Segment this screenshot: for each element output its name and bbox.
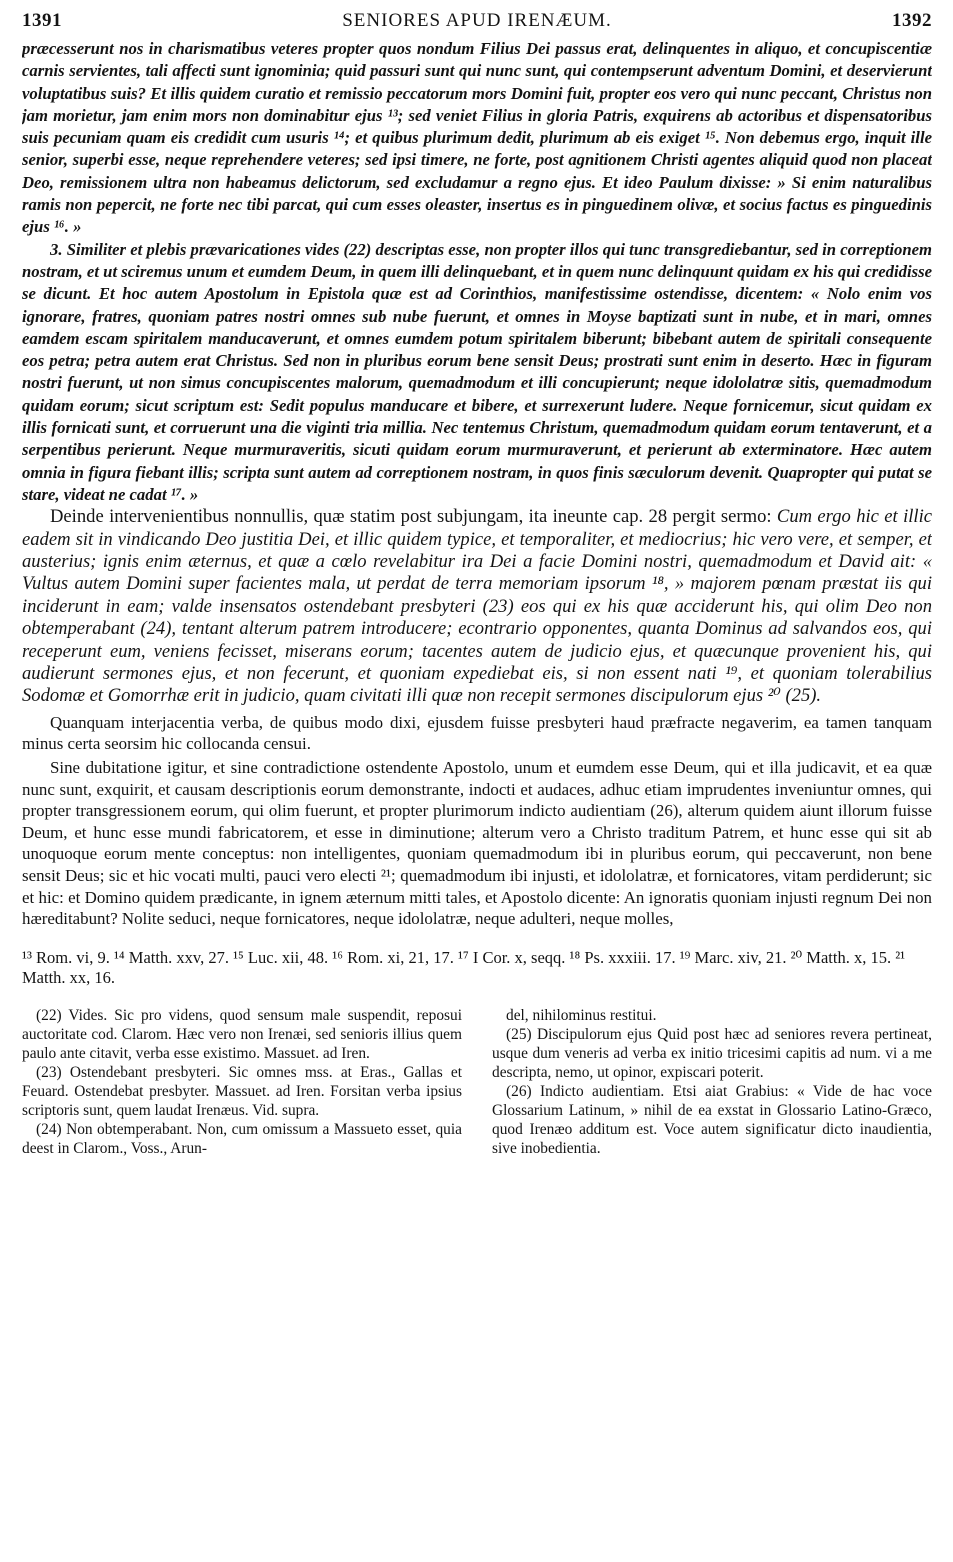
intro-text: Deinde intervenientibus nonnullis, quæ statim post subjungam, ita ineunte cap. 28 pergit sermo:	[50, 506, 772, 528]
commentary	[22, 712, 932, 930]
footnote-26: (26) Indicto audientiam. Etsi aiat Grabius: « Vide de hac voce Glossarium Latinum, » nihil de ea exstat in Glossario Latino-Græco, quod Irenæo additum est. Voce autem significatur dicto inaudientia, sive inobedientia.	[492, 1082, 932, 1157]
seniors-quotation	[22, 38, 932, 506]
footnotes-right-column	[492, 1006, 932, 1158]
footnotes-left-column	[22, 1006, 462, 1158]
footnote-24-continued: del, nihilominus restitui.	[506, 1006, 657, 1024]
chapter-28-quotation	[22, 506, 932, 708]
footnote-22: (22) Vides. Sic pro videns, quod sensum male suspendit, reposui auctoritate cod. Clarom. Hæc vero non Irenæi, sed senioris illius quem paulo ante citavit, verba esse existimo. Massuet. ad Iren.	[22, 1006, 462, 1062]
paragraph-section-3: 3. Similiter et plebis prævaricationes vides (22) descriptas esse, non propter illos qui tunc transgrediebantur, sed in correptionem nostram, et ut sciremus unum et eumdem Deum, in quem illi delinquebant, et in quem nunc delinquunt quidam ex his qui credidisse se dicunt. Et hoc autem Apostolum in Epistola quæ est ad Corinthios, manifestissime ostendisse, dicentem: « Nolo enim vos ignorare, fratres, quoniam patres nostri omnes sub nube fuerunt, et omnes in Moyse baptizati sunt in nube, et in mari, omnes eamdem escam spiritalem manducaverunt, et omnes eumdem potum spiritalem biberunt; bibebant autem de spiritali consequente eos petra; petra autem erat Christus. Sed non in pluribus eorum bene sensit Deus; prostrati sunt enim in deserto. Hæc in figuram nostri fuerunt, ut non simus concupiscentes malorum, quemadmodum et illi concupierunt; neque idololatræ sitis, quemadmodum quidam eorum; sicut scriptum est: Sedit populus manducare et bibere, et surrexerunt ludere. Neque fornicemur, sicut quidam ex illis fornicati sunt, et corruerunt una die viginti tria millia. Nec tentemus Christum, quemadmodum quidam eorum tentaverunt, et a serpentibus perierunt. Neque murmuraveritis, sicuti quidam eorum murmuraverunt, et perierunt ab exterminatore. Hæc autem omnia in figura fiebant illis; scripta sunt autem ad correptionem nostram, in quos finis sæculorum devenit. Quapropter qui putat se stare, videat ne cadat ¹⁷. »	[22, 239, 932, 504]
paragraph-commentary: Quanquam interjacentia verba, de quibus modo dixi, ejusdem fuisse presbyteri haud præfracte negaverim, ea tamen tanquam minus certa seorsim hic collocanda censui.	[22, 712, 932, 754]
paragraph-continuation: præcesserunt nos in charismatibus veteres propter quos nondum Filius Dei passus erat, delinquentes in aliquo, et concupiscentiæ carnis servientes, tali affecti sunt ignominia; quid passuri sunt qui nunc sunt, qui contempserunt adventum Domini, et deservierunt voluptatibus suis? Et illis quidem curatio et remissio peccatorum mors Domini fuit, propter eos vero qui nunc peccant, Christus non jam morietur, jam enim mors non dominabitur ejus ¹³; sed veniet Filius in gloria Patris, exquirens ab actoribus et dispensatoribus suis pecuniam quam eis credidit cum usuris ¹⁴; et quibus plurimum dedit, plurimum ab eis exiget ¹⁵. Non debemus ergo, inquit ille senior, superbi esse, neque reprehendere veteres; sed ipsi timere, ne forte, post agnitionem Christi agentes aliquid quod non placeat Deo, remissionem ultra non habeamus delictorum, sed excludamur a regno ejus. Et ideo Paulum dixisse: » Si enim naturalibus ramis non pepercit, ne forte nec tibi parcat, qui cum esses oleaster, insertus es in pinguedinem olivæ, et socius factus es pinguedinis ejus ¹⁶. »	[22, 39, 932, 237]
paragraph-intro	[22, 506, 932, 708]
running-title: SENIORES APUD IRENÆUM.	[342, 10, 612, 31]
column-number-left: 1391	[22, 10, 62, 31]
footnote-25: (25) Discipulorum ejus Quid post hæc ad seniores revera pertineat, usque dum veneris ad verba ex initio tricesimi capitis ad num. vi a me descripta, nemo, ut opinor, expiscari poterit.	[492, 1025, 932, 1081]
main-text	[22, 38, 932, 930]
scripture-references: ¹³ Rom. vi, 9. ¹⁴ Matth. xxv, 27. ¹⁵ Luc. xii, 48. ¹⁶ Rom. xi, 21, 17. ¹⁷ I Cor. x, seqq. ¹⁸ Ps. xxxiii. 17. ¹⁹ Marc. xiv, 21. ²⁰ Matth. x, 15. ²¹ Matth. xx, 16.	[22, 947, 906, 987]
footnote-23: (23) Ostendebant presbyteri. Sic omnes mss. at Eras., Gallas et Feuard. Ostendebat presbyter. Massuet. ad Iren. Forsitan verba ipsius scriptoris sunt, quem laudat Irenæus. Vid. supra.	[22, 1063, 462, 1119]
paragraph-continuation-text: Sine dubitatione igitur, et sine contradictione ostendente Apostolo, unum et eumdem esse Deum, qui et illa judicavit, et ea quæ nunc sunt, exquirit, et causam descriptionis eorum demonstrante, indocti et audaces, adhuc etiam imprudentes inveniuntur omnes, qui propter transgressionem eorum, qui olim fuerunt, et propter plurimorum indicto audientiam (26), alterum quidem aiunt illorum fuisse Deum, et hunc esse mundi fabricatorem, et esse in diminutione; alterum vero a Christo traditum Patrem, et hunc esse qui sit ab unoquoque eorum mente conceptus: non intelligentes, quoniam quemadmodum ibi in pluribus eorum, qui peccaverunt, non bene sensit Deus; sic et hic vocati multi, pauci vero electi ²¹; quemadmodum ibi injusti, et idololatræ, et fornicatores, vitam perdiderunt; sic et hic: et Domino quidem prædicante, in ignem æternum mitti tales, et Apostolo dicente: An ignoratis quoniam injusti regnum Dei non hæreditabunt? Nolite seduci, neque fornicatores, neque idololatræ, neque adulteri, neque molles,	[22, 758, 932, 929]
footnote-24: (24) Non obtemperabant. Non, cum omissum a Massueto esset, quia deest in Clarom., Voss., Arun-	[22, 1120, 462, 1157]
page-header	[22, 10, 932, 38]
page	[22, 10, 932, 1555]
quote-text: Cum ergo hic et illic eadem sit in vindicando Deo justitia Dei, et illic quidem typice, et temporaliter, et mediocrius; hic vero vere, et semper, et austerius; ignis enim æternus, et quæ a cœlo revelabitur ira Dei a facie Domini nostri, quemadmodum et David ait: « Vultus autem Domini super facientes mala, ut perdat de terra memoriam ipsorum ¹⁸, » majorem pœnam præstat iis qui inciderunt in eam; valde insensatos ostendebant presbyteri (23) eos qui ex his quæ acciderunt his, qui olim Deo non obtemperabant (24), tentant alterum patrem introducere; econtrario opponentes, quanta Dominus ad salvandos eos, qui receperunt eum, veniens fecisset, miserans eorum; tacentes autem de judicio ejus, et quæcunque provenient his, qui audierunt sermones ejus, et non fecerunt, et quoniam expediebat eis, si non essent nati ¹⁹, et quoniam tolerabilius Sodomæ et Gomorrhæ erit in judicio, quam civitati illi quæ non recepit sermones discipulorum ejus ²⁰ (25).	[22, 506, 932, 707]
footnotes	[22, 1006, 932, 1158]
column-number-right: 1392	[892, 10, 932, 31]
